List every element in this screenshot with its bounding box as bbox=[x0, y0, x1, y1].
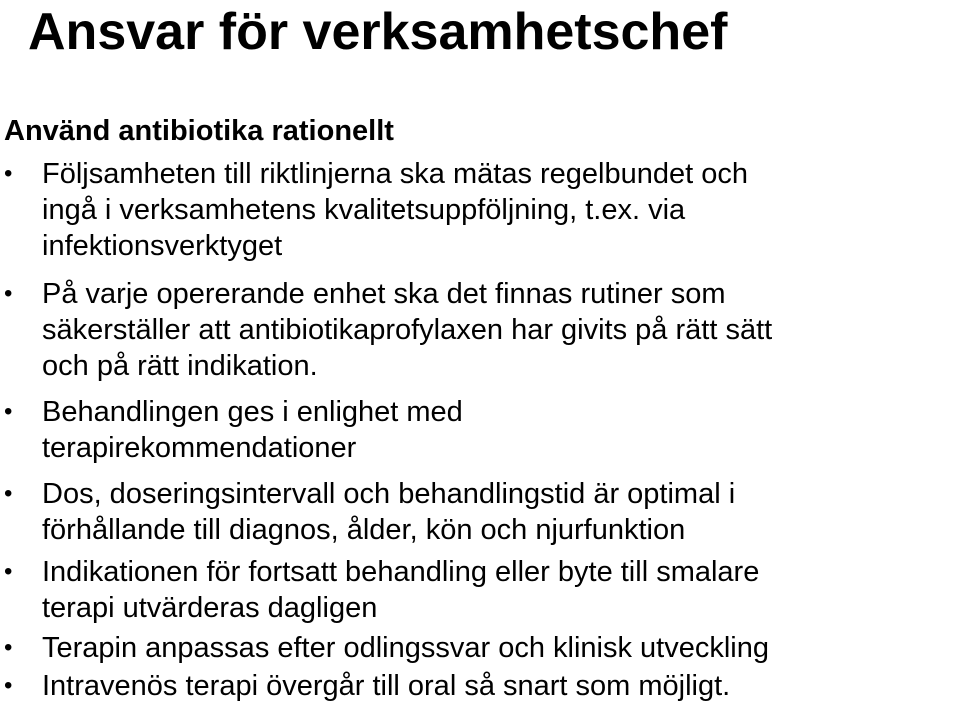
bullet-dot-icon: • bbox=[4, 480, 13, 507]
bullet-item bbox=[0, 156, 960, 264]
bullet-dot-icon: • bbox=[4, 160, 13, 187]
bullet-dot-icon: • bbox=[4, 558, 13, 585]
bullet-text-line: säkerställer att antibiotikaprofylaxen har givits på rätt sätt bbox=[42, 314, 773, 346]
bullet-list bbox=[0, 156, 960, 704]
bullet-text-line: Intravenös terapi övergår till oral så snart som möjligt. bbox=[42, 670, 731, 702]
bullet-text-line: Indikationen för fortsatt behandling eller byte till smalare bbox=[42, 556, 760, 588]
bullet-text-line: terapi utvärderas dagligen bbox=[42, 592, 378, 624]
bullet-text-line: förhållande till diagnos, ålder, kön och njurfunktion bbox=[42, 514, 686, 546]
bullet-dot-icon: • bbox=[4, 634, 13, 661]
slide-title: Ansvar för verksamhetschef bbox=[28, 3, 728, 61]
bullet-text-line: ingå i verksamhetens kvalitetsuppföljning, t.ex. via bbox=[42, 194, 686, 226]
bullet-text-line: Följsamheten till riktlinjerna ska mätas regelbundet och bbox=[42, 158, 749, 190]
bullet-item bbox=[0, 630, 960, 666]
bullet-text-line: terapirekommendationer bbox=[42, 432, 357, 464]
bullet-dot-icon: • bbox=[4, 398, 13, 425]
bullet-dot-icon: • bbox=[4, 280, 13, 307]
bullet-text-line: Behandlingen ges i enlighet med bbox=[42, 396, 463, 428]
bullet-text-line: infektionsverktyget bbox=[42, 230, 283, 262]
slide-subheading: Använd antibiotika rationellt bbox=[4, 115, 394, 147]
bullet-item bbox=[0, 668, 960, 704]
bullet-dot-icon: • bbox=[4, 672, 13, 699]
bullet-item bbox=[0, 554, 960, 626]
bullet-text-line: Terapin anpassas efter odlingssvar och klinisk utveckling bbox=[42, 632, 769, 664]
bullet-text-line: och på rätt indikation. bbox=[42, 350, 318, 382]
bullet-text-line: På varje opererande enhet ska det finnas rutiner som bbox=[42, 278, 726, 310]
bullet-item bbox=[0, 276, 960, 384]
bullet-text-line: Dos, doseringsintervall och behandlingstid är optimal i bbox=[42, 478, 736, 510]
bullet-item bbox=[0, 394, 960, 466]
bullet-item bbox=[0, 476, 960, 548]
